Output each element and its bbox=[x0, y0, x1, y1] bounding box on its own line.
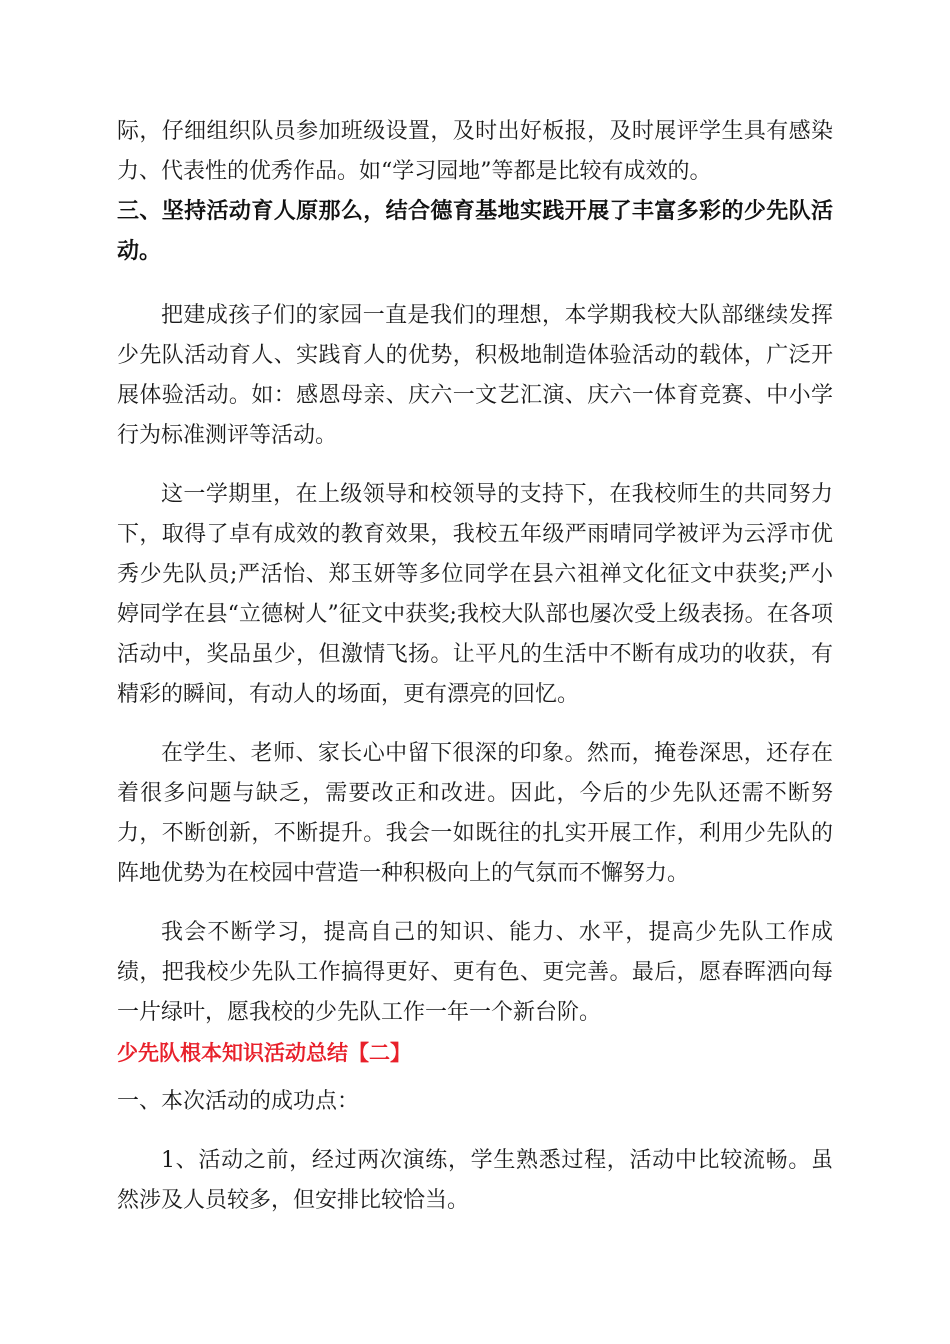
paragraph-continuation: 际，仔细组织队员参加班级设置，及时出好板报，及时展评学生具有感染力、代表性的优秀作品。如“学习园地”等都是比较有成效的。 bbox=[117, 119, 833, 184]
paragraph-achievements: 这一学期里，在上级领导和校领导的支持下，在我校师生的共同努力下，取得了卓有成效的教育效果，我校五年级严雨晴同学被评为云浮市优秀少先队员;严活怡、郑玉妍等多位同学在县六祖禅文化征文中获奖;严小婷同学在县“立德树人”征文中获奖;我校大队部也屡次受上级表扬。在各项活动中，奖品虽少，但激情飞扬。让平凡的生活中不断有成功的收获，有精彩的瞬间，有动人的场面，更有漂亮的回忆。 bbox=[117, 482, 833, 707]
paragraph-closing: 我会不断学习，提高自己的知识、能力、水平，提高少先队工作成绩，把我校少先队工作搞得更好、更有色、更完善。最后，愿春晖洒向每一片绿叶，愿我校的少先队工作一年一个新台阶。 bbox=[117, 920, 833, 1025]
paragraph-item-one: 1、活动之前，经过两次演练，学生熟悉过程，活动中比较流畅。虽然涉及人员较多，但安排比较恰当。 bbox=[117, 1148, 833, 1213]
paragraph-activities: 把建成孩子们的家园一直是我们的理想，本学期我校大队部继续发挥少先队活动育人、实践育人的优势，积极地制造体验活动的载体，广泛开展体验活动。如：感恩母亲、庆六一文艺汇演、庆六一体育竞赛、中小学行为标准测评等活动。 bbox=[117, 303, 833, 448]
section-heading-three: 三、坚持活动育人原那么，结合德育基地实践开展了丰富多彩的少先队活动。 bbox=[117, 199, 833, 264]
subheading-success-points: 一、本次活动的成功点： bbox=[117, 1089, 360, 1114]
document-page bbox=[117, 112, 833, 1221]
section-title: 少先队根本知识活动总结【二】 bbox=[117, 1041, 411, 1065]
paragraph-reflection: 在学生、老师、家长心中留下很深的印象。然而，掩卷深思，还存在着很多问题与缺乏，需要改正和改进。因此，今后的少先队还需不断努力，不断创新，不断提升。我会一如既往的扎实开展工作，利用少先队的阵地优势为在校园中营造一种积极向上的气氛而不懈努力。 bbox=[117, 741, 833, 886]
